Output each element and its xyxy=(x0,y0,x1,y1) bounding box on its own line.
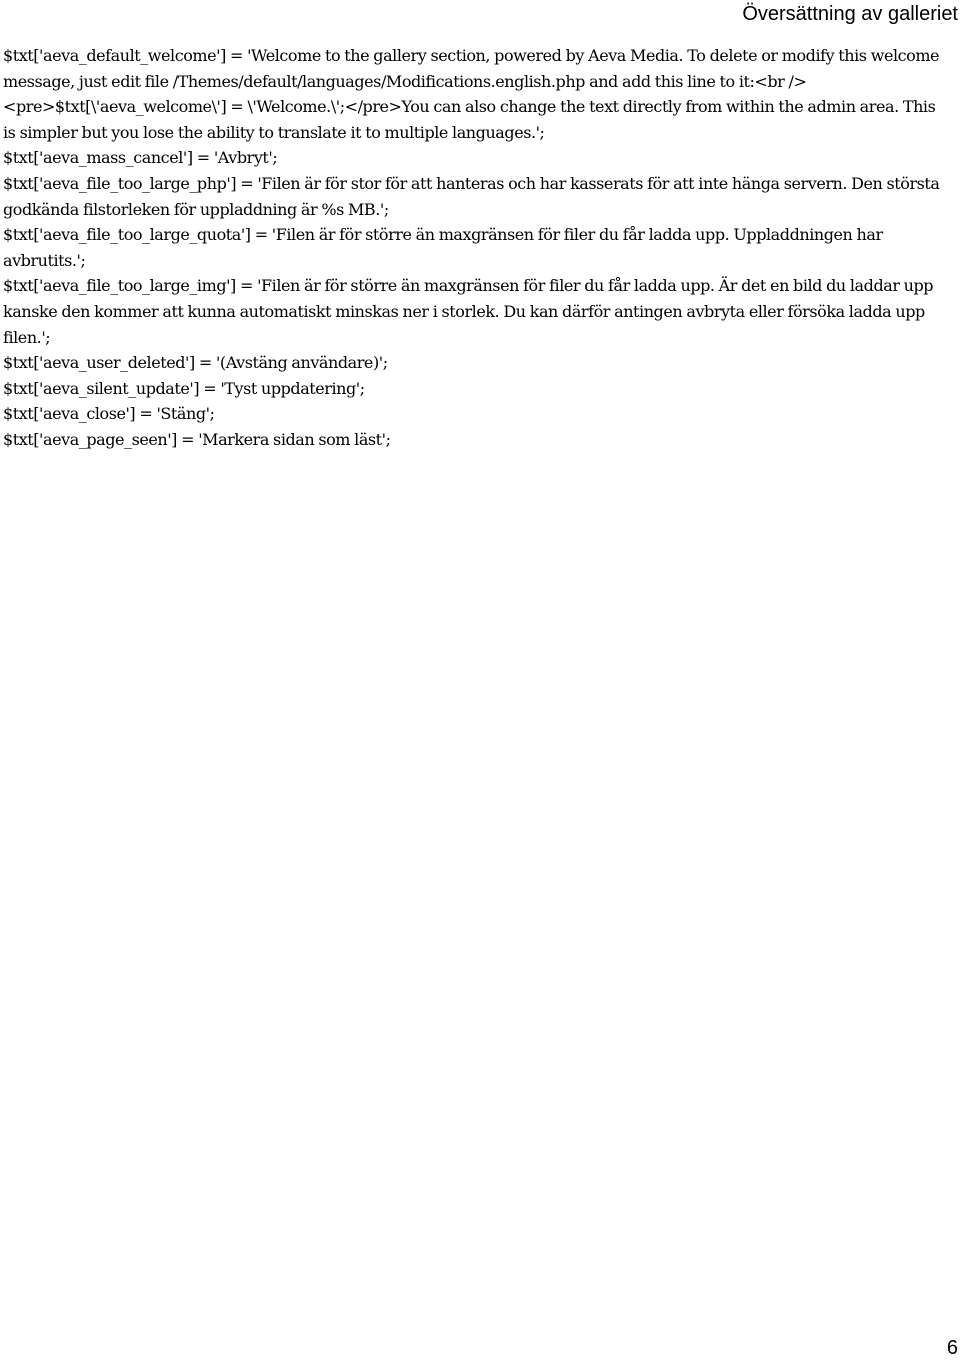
language-string-entry: $txt['aeva_user_deleted'] = '(Avstäng användare)'; xyxy=(3,353,388,373)
language-string-entry: $txt['aeva_file_too_large_php'] = 'Filen är för stor för att hanteras och har kasserats för att inte hänga servern. Den största godkända filstorleken för uppladdning är %s MB.'; xyxy=(3,173,940,219)
page-number: 6 xyxy=(946,1337,958,1359)
language-string-entry: $txt['aeva_close'] = 'Stäng'; xyxy=(3,404,215,424)
language-string-entry: $txt['aeva_default_welcome'] = 'Welcome to the gallery section, powered by Aeva Media. To delete or modify this welcome message, just edit file /Themes/default/languages/Modifications.english.php and add this line to it:<br /><pre>$txt[\'aeva_welcome\'] = \'Welcome.\';</pre>You can also change the text directly from within the admin area. This is simpler but you lose the ability to translate it to multiple languages.'; xyxy=(3,46,940,142)
language-string-entry: $txt['aeva_file_too_large_img'] = 'Filen är för större än maxgränsen för filer du får ladda upp. Är det en bild du laddar upp kanske den kommer att kunna automatiskt minskas ner i storlek. Du kan därför antingen avbryta eller försöka ladda upp filen.'; xyxy=(3,276,934,347)
language-string-entry: $txt['aeva_file_too_large_quota'] = 'Filen är för större än maxgränsen för filer du får ladda upp. Uppladdningen har avbrutits.'; xyxy=(3,225,883,270)
page-header-title: Översättning av galleriet xyxy=(742,3,958,25)
language-string-entry: $txt['aeva_page_seen'] = 'Markera sidan som läst'; xyxy=(3,429,391,449)
document-body xyxy=(3,43,948,453)
language-string-entry: $txt['aeva_mass_cancel'] = 'Avbryt'; xyxy=(3,148,278,168)
language-string-entry: $txt['aeva_silent_update'] = 'Tyst uppdatering'; xyxy=(3,378,365,398)
